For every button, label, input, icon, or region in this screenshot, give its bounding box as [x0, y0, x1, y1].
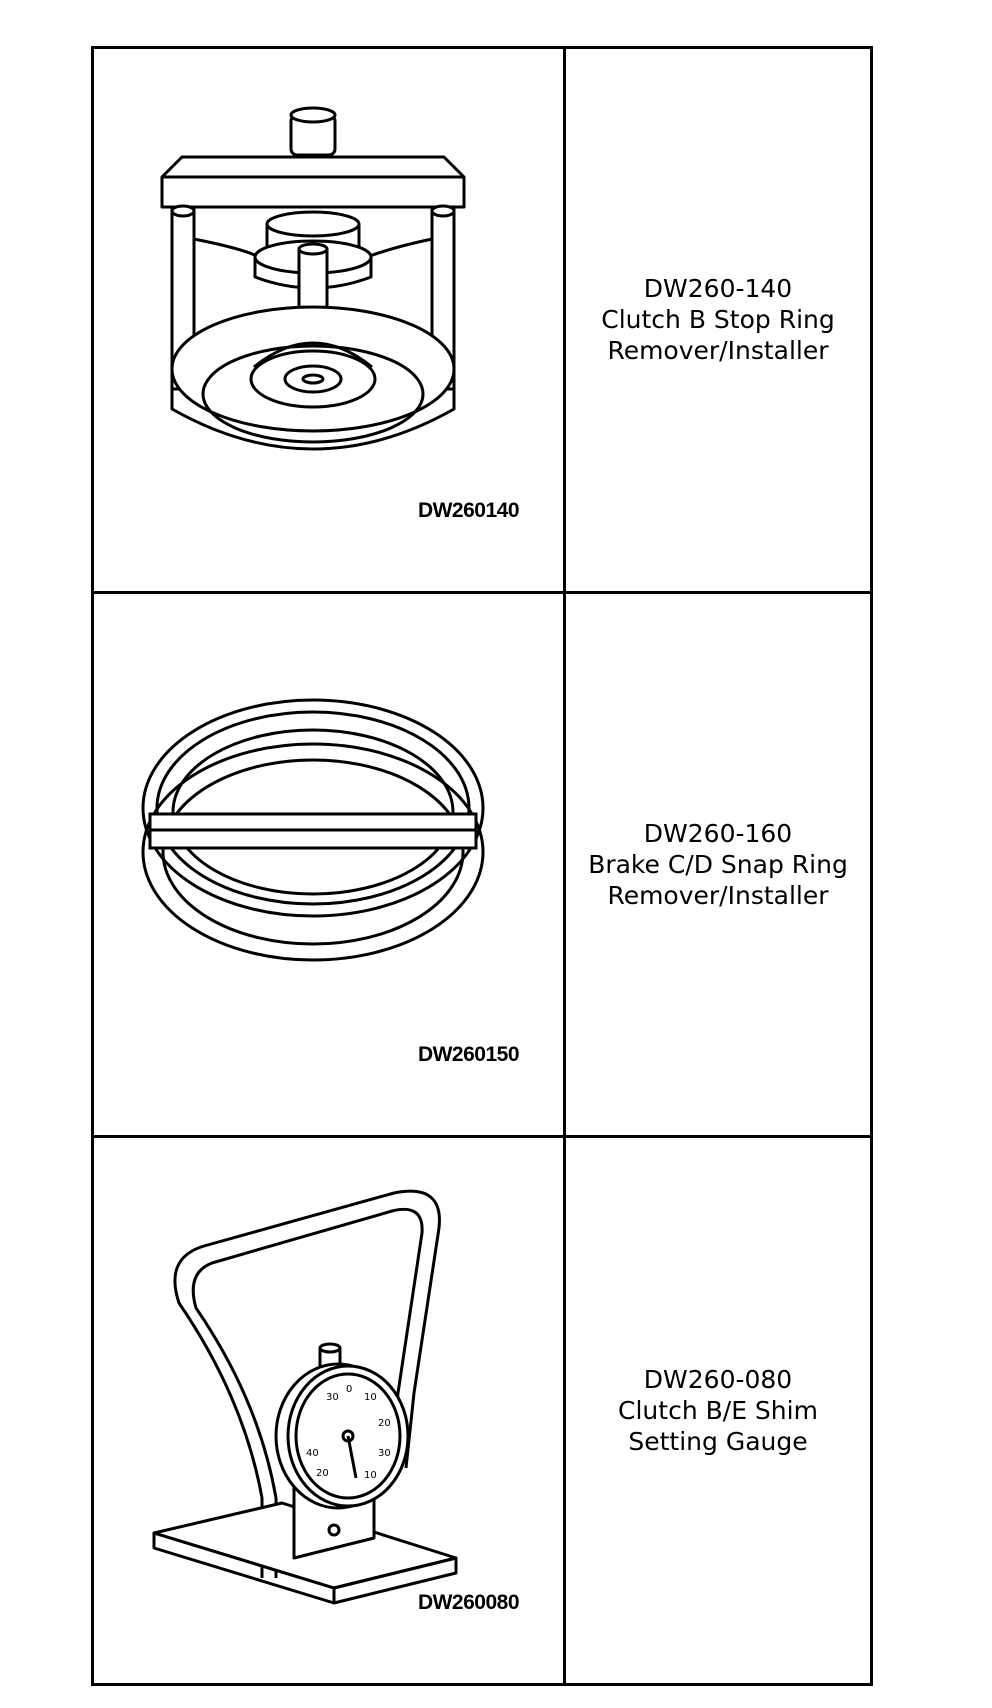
- tool-image-cell: [94, 594, 566, 1139]
- gauge-dial-number: 20: [378, 1418, 391, 1430]
- tool-number: DW260-140: [643, 274, 793, 304]
- gauge-dial-number: 10: [364, 1392, 377, 1404]
- tool-image-cell: [94, 1138, 566, 1683]
- gauge-dial-number: 0: [346, 1384, 353, 1396]
- tool-number: DW260-160: [643, 818, 793, 848]
- tool-name-line2: Setting Gauge: [628, 1427, 808, 1457]
- tool-name-line2: Remover/Installer: [607, 880, 829, 910]
- tool-image-code: DW260140: [417, 498, 519, 522]
- tool-image-cell: [94, 49, 566, 594]
- tool-number: DW260-080: [643, 1365, 793, 1395]
- tool-image-code: DW260150: [417, 1043, 519, 1067]
- tool-name-line1: Clutch B/E Shim: [618, 1396, 818, 1426]
- gauge-dial-number: 30: [326, 1392, 339, 1404]
- tool-description-cell: [566, 1138, 870, 1683]
- tool-name-line1: Clutch B Stop Ring: [601, 305, 835, 335]
- tool-description-cell: [566, 49, 870, 594]
- gauge-dial-number: 20: [316, 1468, 329, 1480]
- tool-image-code: DW260080: [417, 1591, 519, 1614]
- tool-name-line1: Brake C/D Snap Ring: [588, 849, 848, 879]
- tool-name-line2: Remover/Installer: [607, 336, 829, 366]
- special-tools-table: [91, 46, 873, 1686]
- gauge-dial-number: 10: [364, 1470, 377, 1482]
- gauge-dial-number: 40: [306, 1448, 319, 1460]
- tool-description-cell: [566, 594, 870, 1139]
- gauge-dial-number: 30: [378, 1448, 391, 1460]
